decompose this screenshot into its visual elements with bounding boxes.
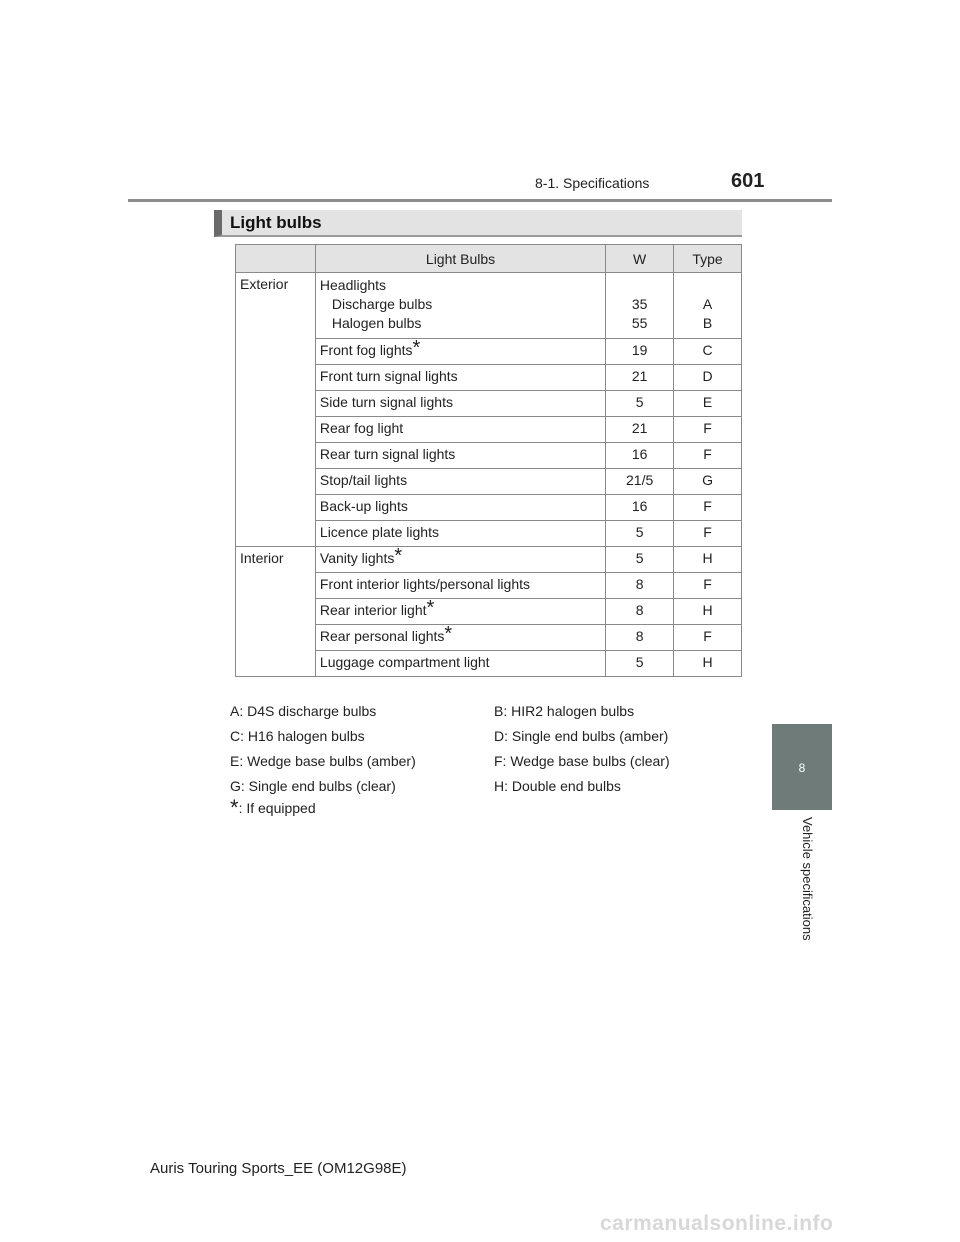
chapter-tab-number: 8 [798, 761, 806, 775]
bulb-type: G [674, 469, 742, 495]
wattage: 8 [606, 573, 674, 599]
legend-item: B: HIR2 halogen bulbs [494, 703, 635, 719]
wattage: 5 [606, 391, 674, 417]
bulb-type: H [674, 599, 742, 625]
bulb-sub-name: Discharge bulbs [331, 296, 433, 312]
bulb-type: A [702, 296, 713, 312]
wattage: 21/5 [606, 469, 674, 495]
wattage: 35 [631, 296, 648, 312]
column-header-type: Type [674, 245, 742, 273]
group-cell-exterior: Exterior [236, 273, 316, 547]
wattage-cell [606, 273, 674, 339]
legend-item: E: Wedge base bulbs (amber) [230, 753, 416, 769]
column-header-light-bulbs: Light Bulbs [315, 245, 605, 273]
bulb-type: B [702, 315, 713, 331]
manual-footer: Auris Touring Sports_EE (OM12G98E) [150, 1160, 407, 1177]
chapter-tab-label: Vehicle specifications [800, 817, 815, 941]
if-equipped-mark: * [394, 545, 403, 567]
bulb-name: Side turn signal lights [315, 391, 605, 417]
bulb-type: F [674, 443, 742, 469]
wattage: 8 [606, 599, 674, 625]
table-row [236, 273, 742, 339]
footnote [230, 795, 316, 820]
bulb-type-legend [230, 703, 750, 803]
bulb-type: H [674, 651, 742, 677]
if-equipped-mark: * [412, 337, 421, 359]
legend-item: H: Double end bulbs [494, 778, 621, 794]
chapter-tab[interactable] [772, 724, 832, 810]
wattage: 5 [606, 547, 674, 573]
legend-item: F: Wedge base bulbs (clear) [494, 753, 670, 769]
bulb-name: Front turn signal lights [315, 365, 605, 391]
legend-item: D: Single end bulbs (amber) [494, 728, 669, 744]
bulb-name: Front interior lights/personal lights [315, 573, 605, 599]
bulb-name: Back-up lights [315, 495, 605, 521]
wattage: 16 [606, 443, 674, 469]
bulb-type: F [674, 625, 742, 651]
legend-item: A: D4S discharge bulbs [230, 703, 377, 719]
bulb-name: Rear interior light* [315, 599, 605, 625]
page-number: 601 [731, 170, 765, 192]
table-header-row [236, 245, 742, 273]
bulb-type: H [674, 547, 742, 573]
bulb-name: Rear fog light [315, 417, 605, 443]
type-cell [674, 273, 742, 339]
bulb-type: D [674, 365, 742, 391]
wattage: 21 [606, 365, 674, 391]
legend-item: G: Single end bulbs (clear) [230, 778, 396, 794]
if-equipped-mark: * [426, 597, 435, 619]
light-bulbs-table [235, 244, 742, 677]
section-label: 8-1. Specifications [535, 175, 650, 191]
legend-row [230, 753, 750, 778]
header-rule [128, 199, 832, 202]
wattage: 16 [606, 495, 674, 521]
bulb-name: Rear turn signal lights [315, 443, 605, 469]
bulb-type: F [674, 417, 742, 443]
legend-row [230, 703, 750, 728]
bulb-type: F [674, 495, 742, 521]
legend-row [230, 728, 750, 753]
legend-item: C: H16 halogen bulbs [230, 728, 365, 744]
bulb-type: F [674, 573, 742, 599]
group-cell-interior: Interior [236, 547, 316, 677]
if-equipped-mark: * [444, 623, 453, 645]
bulb-type: E [674, 391, 742, 417]
footnote-mark: * [230, 795, 239, 820]
bulb-type: F [674, 521, 742, 547]
bulb-name-cell [315, 273, 605, 339]
bulb-sub-name: Halogen bulbs [331, 315, 422, 331]
watermark: carmanualsonline.info [600, 1212, 834, 1235]
wattage: 5 [606, 651, 674, 677]
wattage: 21 [606, 417, 674, 443]
bulb-name: Licence plate lights [315, 521, 605, 547]
bulb-name: Luggage compartment light [315, 651, 605, 677]
bulb-name: Stop/tail lights [315, 469, 605, 495]
wattage: 55 [631, 315, 648, 331]
wattage: 5 [606, 521, 674, 547]
section-title-box [214, 210, 742, 237]
wattage: 19 [606, 339, 674, 365]
wattage: 8 [606, 625, 674, 651]
column-header-w: W [606, 245, 674, 273]
table-row [236, 547, 742, 573]
column-header-group [236, 245, 316, 273]
bulb-name: Headlights [319, 277, 387, 293]
footnote-text: : If equipped [238, 800, 316, 816]
bulb-name: Front fog lights* [315, 339, 605, 365]
bulb-type: C [674, 339, 742, 365]
section-title: Light bulbs [230, 213, 322, 232]
bulb-name: Vanity lights* [315, 547, 605, 573]
bulb-name: Rear personal lights* [315, 625, 605, 651]
